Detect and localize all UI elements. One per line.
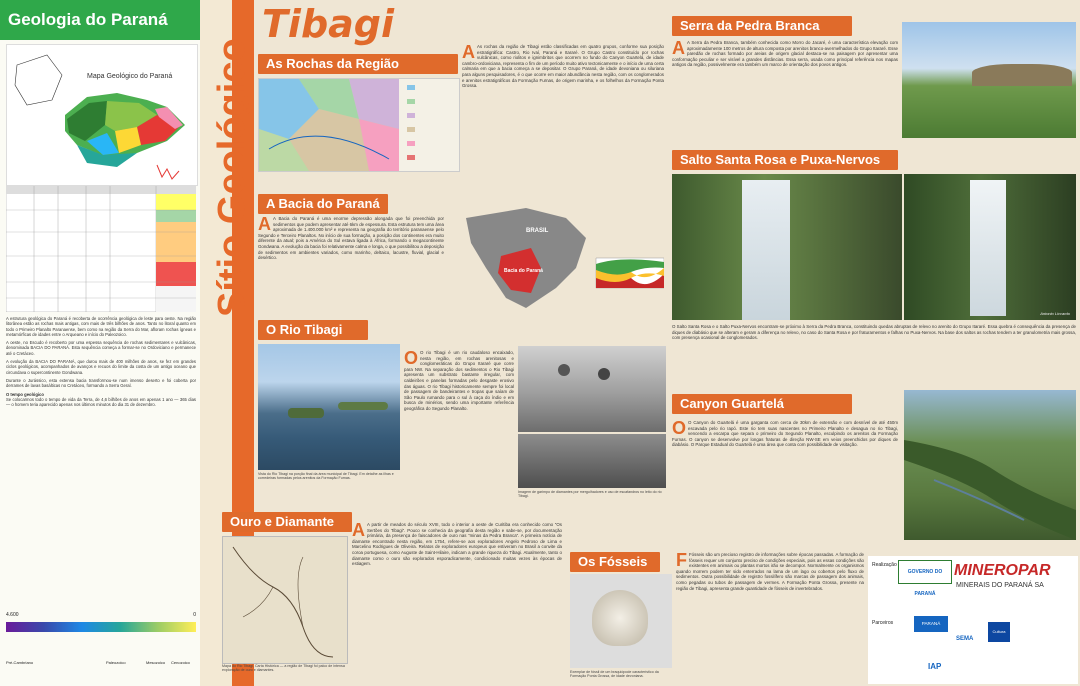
- basin-text: [258, 216, 444, 261]
- sema-logo: SEMA: [956, 636, 974, 642]
- left-paragraph-1: A estrutura geológica do Paraná é recoberta de ocorrência geológica de leste para oeste. Na região litorânea estão as rochas mais antigas, com mais de três bilhões de anos. Tanto no litoral quanto em todo o Primeiro Planalto Paranaense, bem como na região da Serra do Mar, afloram rochas ígneas e metamórficas de idades entre o Arqueano e início do Paleozoico.: [6, 316, 196, 337]
- fossil-caption: Exemplar de fóssil de um braquiópode característico da Formação Ponta Grossa, de idade devoniana.: [570, 670, 659, 679]
- time-label: O tempo geológico: [6, 391, 44, 397]
- parana-geologic-map: [6, 44, 198, 186]
- basin-dropcap: A: [258, 214, 271, 234]
- basin-paragraph: A Bacia do Paraná é uma enorme depressão alongada que foi preenchida por sedimentos que podem apresentar até 6km de espessura. Esta estrutura tem uma área aproximada de 1.400.000 km² e representa na geografia do território paranaense pelo Segundo e Terceiro Planaltos. No início de sua formação, a posição dos continentes era muito diferente da atual; pois a América do Sul estava ligada à África, formando o megacontinente Gondwana. A evolução da bacia foi relativamente calma e longa, o que possibilitou a deposição de sedimentos em ambientes variados, como marinho, deltaico, lacustre, fluvial, glacial e desértico.: [258, 216, 444, 261]
- canyon-photo: [904, 390, 1076, 540]
- map-title: Mapa Geológico do Paraná: [87, 73, 173, 80]
- salto-header: Salto Santa Rosa e Puxa-Nervos: [672, 150, 898, 170]
- left-paragraph-4: Durante o Jurássico, esta extensa bacia transformou-se num imenso deserto e foi coberta por derrames de lavas basálticas no Cretáceo, formando a Serra Geral.: [6, 377, 196, 389]
- rocks-header: As Rochas da Região: [258, 54, 458, 74]
- basin-map-label: Bacia do Paraná: [504, 268, 543, 274]
- rocks-paragraph: As rochas da região de Tibagi estão classificadas em quatro grupos, conforme sua posição estratigráfica: Castro, Rio Ivaí, Paraná e Itararé. O Grupo Castro constituído por rochas vulcânicas, como riolitos e ignimbritos que ocorrem no fundo do Canyon Guartelá, de idade cambro-ordoviciana, representa o fim de um período muito ativo tectonicamente e o início de uma certa calmaria em que a bacia começa a se depositar. O Grupo Paraná, de idade devoniana ou siluriana para alguns pesquisadores, é o que ocorre em maior abundância nesta região, com os conglomerados e arenitos estratigráficos da Formação Furnas, de origem marinha, e os folhelhos da Formação Ponta Grossa.: [462, 44, 664, 89]
- gold-text: [352, 522, 562, 567]
- turismo-logo: PARANÁ TURISMO: [914, 616, 948, 632]
- diver-helmet: [598, 368, 610, 380]
- historic-mining-photo-2: [518, 434, 666, 488]
- rocks-dropcap: A: [462, 42, 475, 62]
- gold-header: Ouro e Diamante: [222, 512, 352, 532]
- salto-santa-rosa-photo: [672, 174, 902, 320]
- left-paragraph-3: A evolução da BACIA DO PARANÁ, que durou mais de 400 milhões de anos, se fez em grandes ciclos geológicos, acompanhados de avanços e recuos do limite da costa de um antigo oceano que circundava o supercontinente Gondwana.: [6, 359, 196, 375]
- historic-river-map: [222, 536, 348, 664]
- left-body-text: [6, 316, 196, 407]
- era-precambrian: Pré-Cambriano: [6, 660, 34, 665]
- waterfall: [742, 180, 790, 320]
- time-text: Se colocarmos todo o tempo de vida da Terra, de 4,6 bilhões de anos em apenas 1 ano — 365 dias — o homem teria aparecido apenas nos últimos minutos do dia 31 de dezembro.: [6, 396, 196, 408]
- stratigraphic-table: [6, 186, 196, 312]
- historic-map-graphic: [223, 537, 347, 663]
- serra-escarpment: [972, 64, 1072, 86]
- realizacao-label: Realização: [872, 562, 897, 568]
- fossils-header: Os Fósseis: [570, 552, 660, 572]
- parceiros-label: Parceiros: [872, 620, 894, 626]
- canyon-graphic: [904, 390, 1076, 540]
- historic-mining-photo: [518, 346, 666, 432]
- mineropar-subtitle: MINERAIS DO PARANÁ SA: [956, 582, 1044, 589]
- regional-map-graphic: [259, 79, 459, 171]
- mining-photo-caption: Imagem de garimpo de diamantes por mergulhadores e uso de escafandros no leito do rio Tibagi.: [518, 490, 662, 499]
- mineropar-logo: MINEROPAR: [954, 562, 1051, 579]
- canyon-dropcap: O: [672, 418, 687, 438]
- left-column: [0, 0, 200, 686]
- left-title: Geologia do Paraná: [0, 0, 200, 40]
- fossils-text: [676, 552, 864, 591]
- basin-map-graphic: [446, 198, 664, 318]
- pedra-branca-paragraph: A Serra da Pedra Branca, também conhecida como Morro do Jacaré, é uma característica elevação com aproximadamente 100 metros de altura composta por arenitos branco-avermelhados do Grupo Itararé. Esse paredão de rochas formado por areias de origem glacial destaca-se na paisagem por apresentar uma conformação peculiar e ser visível a grandes distâncias. Essa serra, usada como principal referência nos mapas antigos da região, possivelmente era também um marco de orientação dos povos antigos.: [672, 40, 898, 68]
- photo-credit: Antonio Liccardo: [1040, 311, 1070, 316]
- iap-logo: IAP: [928, 662, 942, 671]
- diver-helmet: [558, 364, 570, 376]
- rocks-text: [462, 44, 664, 89]
- left-paragraph-2: A oeste, no Escudo é recoberto por uma espessa sequência de rochas sedimentares e vulcânicas, denominada BACIA DO PARANÁ. Esta sequência começa a formar-se no Ordoviciano e permanece até o Cretáceo.: [6, 340, 196, 356]
- canyon-header: Canyon Guartelá: [672, 394, 852, 414]
- salto-puxa-nervos-photo: [904, 174, 1076, 320]
- governo-logo: GOVERNO DO PARANÁ: [898, 560, 952, 584]
- map-graphic: [7, 45, 197, 185]
- gold-paragraph: A partir de meados do século XVIII, todo o interior a oeste de Curitiba era conhecido como “Os Sertões do Tibagi”. Pouco se conhecia da geografia desta região e sabe-se, por documentação primária, da presença de faiscadores de ouro nas “minas da Pedra Branca”. A primeira notícia de diamante encontrado nesta região, em 1754, refere-se aos exploradores Angelo Pedroso de Lima e Marcelino Rodrigues de Oliveira. Relatos de exploradores europeus que estiveram no Brasil a convite da coroa portuguesa, como Auguste de Saint-Hilaire, indicam a grande riqueza do Tibagi. Atualmente, tanto o diamante como o ouro são explorados esporadicamente, condicionado muitas vezes às épocas de estiagem.: [352, 522, 562, 567]
- river-island: [338, 402, 388, 410]
- logos-area: [868, 556, 1078, 684]
- regional-geologic-map: [258, 78, 460, 172]
- basin-map: [446, 198, 664, 318]
- era-paleozoic: Paleozoico: [106, 660, 126, 665]
- basin-header: A Bacia do Paraná: [258, 194, 388, 214]
- pedra-branca-header: Serra da Pedra Branca: [672, 16, 852, 36]
- salto-text: O Salto Santa Rosa e o Salto Puxa-Nervos encontram-se próximo à Serra da Pedra Branca, constituindo quedas abruptas de relevo no arenito do Grupo Itararé. Essa quebra é consequência da presença de diques de diabásio que se alteram e geram a diferença no relevo, no caso do Santa Rosa e por fraturamentos e falhas no Puxa-Nervos. Na base dos saltos as rochas tendem a ter granulometria mais grossa, com presença ocasional de conglomerados.: [672, 324, 1076, 341]
- canyon-paragraph: O Canyon do Guartelá é uma garganta com cerca de 30km de extensão e com desnível de até 450m escavada pelo rio Iapó. Este rio tem suas nascentes no Primeiro Planalto e desagua no rio Tibagi, vencendo a escarpa que separa o primeiro do Segundo Planalto, esculpindo os arenitos da Formação Furnas. O canyon se desenvolve por longas fraturas de direção NW-SE em veios preenchidos por diques de diabásio. O Parque Estadual do Guartelá é uma área que conta com possibilidade de visitação.: [672, 420, 898, 448]
- fossils-paragraph: Fósseis são um precioso registro de informações sobre épocas passadas. A formação de fósseis requer um conjunto preciso de condições especiais, pois as essas condições são existentes em animais ou plantas mortos irão se decompor. Normalmente os organismos quando morrem podem ter sido enterrados na lama de um lago ou cobertos pelo fluxo de sedimentos. Outra possibilidade de registro fossilífero são marcas de passagem dos animais, como pegadas ou tubos de passagem de vermes. A Formação Ponta Grossa, presente na região de Tibagi, apresenta grande quantidade de fósseis de invertebrados.: [676, 552, 864, 591]
- brasil-label: BRASIL: [526, 228, 549, 234]
- river-caption: Vista do Rio Tibagi na porção final da área municipal de Tibagi. Em detalhe as ilhas e corredeiras formadas pelos arenitos da Formação Furnas.: [258, 472, 394, 481]
- river-island: [288, 408, 324, 418]
- river-header: O Rio Tibagi: [258, 320, 368, 340]
- river-paragraph: O rio Tibagi é um rio caudaloso encaixado, nesta região, em rochas arenitosas e conglomeráticas do Grupo Itararé que corre para NW. Na separação dos sedimentos o Rio Tibagi apresenta um substrato bastante irregular, com caldeirões e panelas formadas pelo desgaste erosivo das águas. O rio Tibagi historicamente sempre foi local de passagem de bandeirantes e tropas que saíam de São Paulo rumando para o sul à caça do índio e em busca de minérios, sendo uma importante referência geográfica do Segundo Planalto.: [404, 350, 514, 411]
- era-mesozoic: Mesozoico: [146, 660, 166, 665]
- river-dropcap: O: [404, 348, 419, 368]
- scale-start: 4.600: [6, 612, 19, 618]
- canyon-text: [672, 420, 898, 448]
- era-cenozoic: Cenozoico: [171, 660, 190, 665]
- pedra-branca-dropcap: A: [672, 38, 685, 58]
- time-bar: [6, 622, 196, 632]
- gold-caption: Mapa do Rio Tibagi, Carta Histórica — a região de Tibagi foi palco de intensa exploração de ouro e diamantes.: [222, 664, 345, 673]
- geologic-time-scale: [6, 612, 196, 672]
- river-text: [404, 350, 514, 412]
- pedra-branca-text: [672, 40, 898, 68]
- pedra-branca-photo: [902, 22, 1076, 138]
- fossil-photo: [570, 574, 672, 668]
- scale-end: 0: [193, 612, 196, 618]
- gold-dropcap: A: [352, 520, 365, 540]
- fossil-shell: [592, 590, 648, 646]
- river-photo: [258, 344, 400, 470]
- vertical-title: Sítio Geológico: [211, 38, 253, 318]
- main-title: Tibagi: [262, 2, 395, 46]
- cultura-logo: Cultura: [988, 622, 1010, 642]
- waterfall: [970, 180, 1006, 316]
- fossils-dropcap: F: [676, 550, 687, 570]
